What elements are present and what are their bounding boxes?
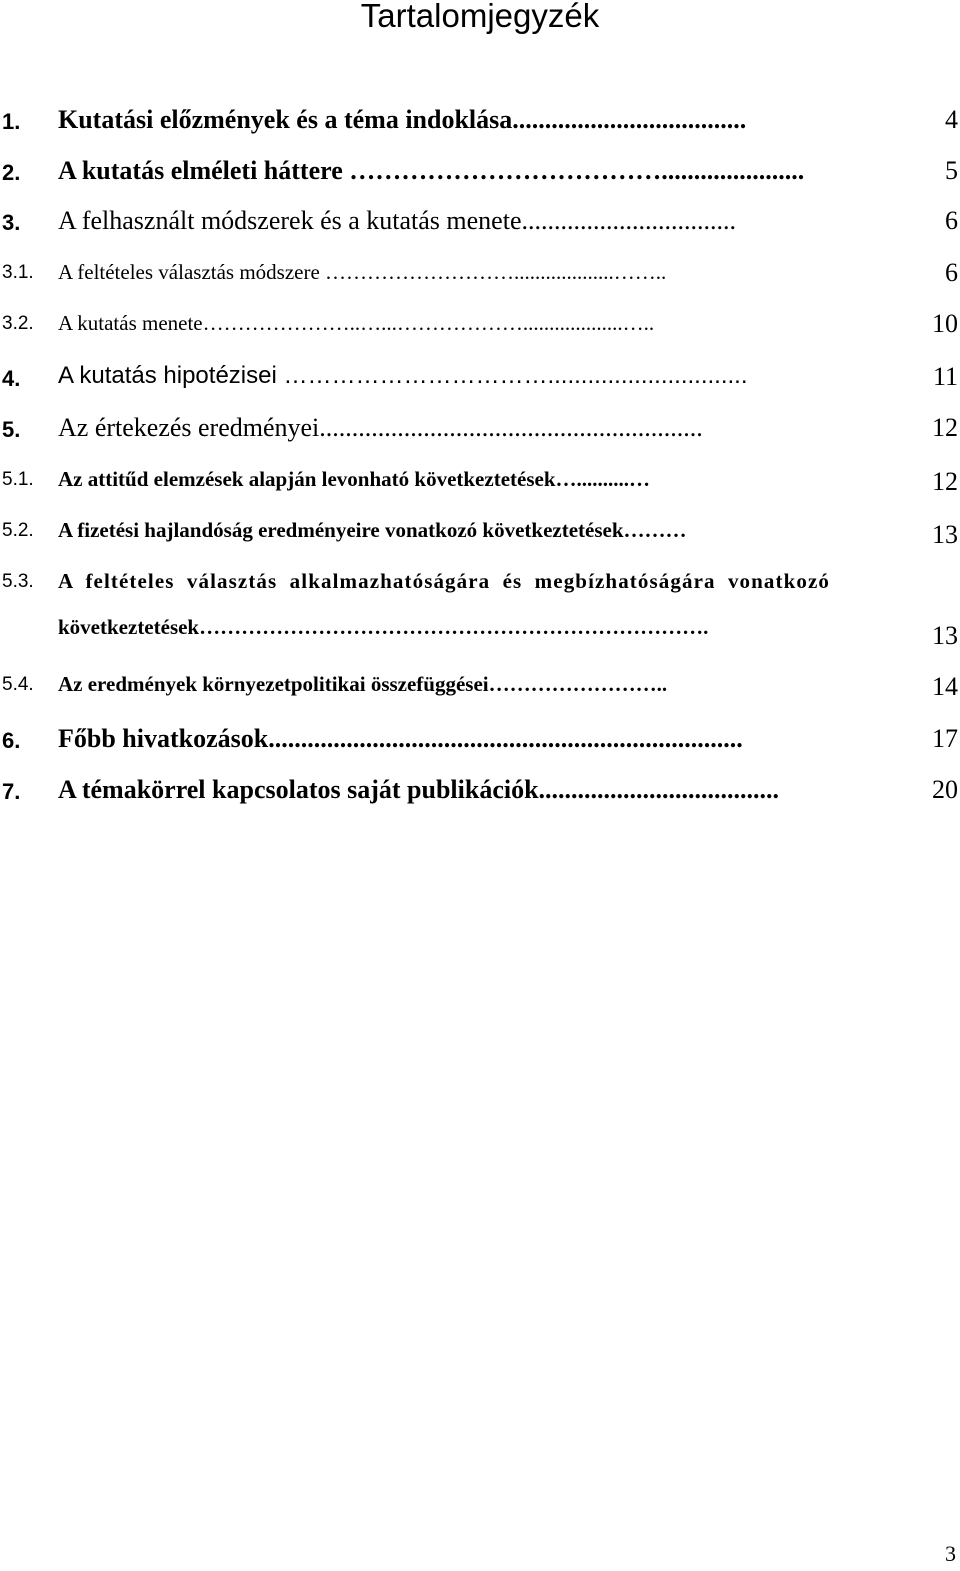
toc-page-number: 13 <box>932 520 958 549</box>
toc-entry[interactable] <box>0 467 960 507</box>
toc-page-number: 10 <box>932 309 958 338</box>
toc-entry[interactable] <box>0 105 960 145</box>
toc-number: 5.4. <box>2 674 34 695</box>
toc-page-number: 4 <box>945 105 958 134</box>
toc-title: A fizetési hajlandóság eredményeire vonatkozó következtetések……… <box>58 518 687 542</box>
toc-page-number: 14 <box>932 672 958 701</box>
toc-page-number: 11 <box>932 362 958 391</box>
toc-number: 5.2. <box>2 520 34 541</box>
toc-page-number: 13 <box>932 621 958 650</box>
toc-title-continuation: következtetések………………………………………………………………. <box>58 615 709 639</box>
toc-entry[interactable] <box>0 206 960 246</box>
toc-page-number: 12 <box>932 413 958 442</box>
toc-title: A témakörrel kapcsolatos saját publikációk..................................... <box>58 775 780 804</box>
toc-title: A kutatás menete…………………..…...………………...................….. <box>58 311 655 335</box>
toc-title: A kutatás elméleti háttere ………………………………...................... <box>58 156 805 185</box>
toc-title: Az attitűd elemzések alapján levonható következtetések…..........… <box>58 467 650 491</box>
toc-number: 2. <box>2 160 21 185</box>
toc-entry[interactable] <box>0 569 960 659</box>
toc-entry[interactable] <box>0 413 960 453</box>
toc-entry[interactable] <box>0 775 960 815</box>
toc-entry[interactable] <box>0 362 960 402</box>
toc-title: Kutatási előzmények és a téma indoklása.................................... <box>58 105 747 134</box>
toc-number: 4. <box>2 366 21 391</box>
toc-entry[interactable] <box>0 260 960 300</box>
toc-number: 6. <box>2 728 21 753</box>
toc-title: A kutatás hipotézisei …………………………….............................. <box>58 362 748 389</box>
toc-page-number: 20 <box>932 775 958 804</box>
toc-title: A feltételes választás módszere ………………………...................…….. <box>58 260 667 284</box>
toc-number: 1. <box>2 109 21 134</box>
toc-title: Az eredmények környezetpolitikai összefüggései…………………….. <box>58 672 668 696</box>
toc-page-number: 6 <box>945 258 958 287</box>
toc-number: 3. <box>2 210 21 235</box>
toc-page-number: 5 <box>945 156 958 185</box>
toc-title: A felhasznált módszerek és a kutatás menete................................. <box>58 206 736 235</box>
toc-entry[interactable] <box>0 518 960 558</box>
toc-page-number: 6 <box>945 206 958 235</box>
toc-title: A feltételes választás alkalmazhatóságára és megbízhatóságára vonatkozó <box>58 569 831 593</box>
toc-number: 5.1. <box>2 469 34 490</box>
toc-page-number: 12 <box>932 467 958 496</box>
toc-entry[interactable] <box>0 724 960 764</box>
toc-number: 5.3. <box>2 571 34 592</box>
toc-number: 3.1. <box>2 262 34 283</box>
toc-number: 3.2. <box>2 313 34 334</box>
toc-entry[interactable] <box>0 672 960 712</box>
toc-entry[interactable] <box>0 311 960 351</box>
toc-title: Főbb hivatkozások......................................................................... <box>58 724 743 753</box>
toc-number: 5. <box>2 417 21 442</box>
toc-number: 7. <box>2 779 21 804</box>
toc-title: Az értekezés eredményei........................................................... <box>58 413 703 442</box>
toc-entry[interactable] <box>0 156 960 196</box>
page-title: Tartalomjegyzék <box>360 0 600 34</box>
page-number: 3 <box>945 1541 956 1566</box>
toc-page-number: 17 <box>932 724 958 753</box>
